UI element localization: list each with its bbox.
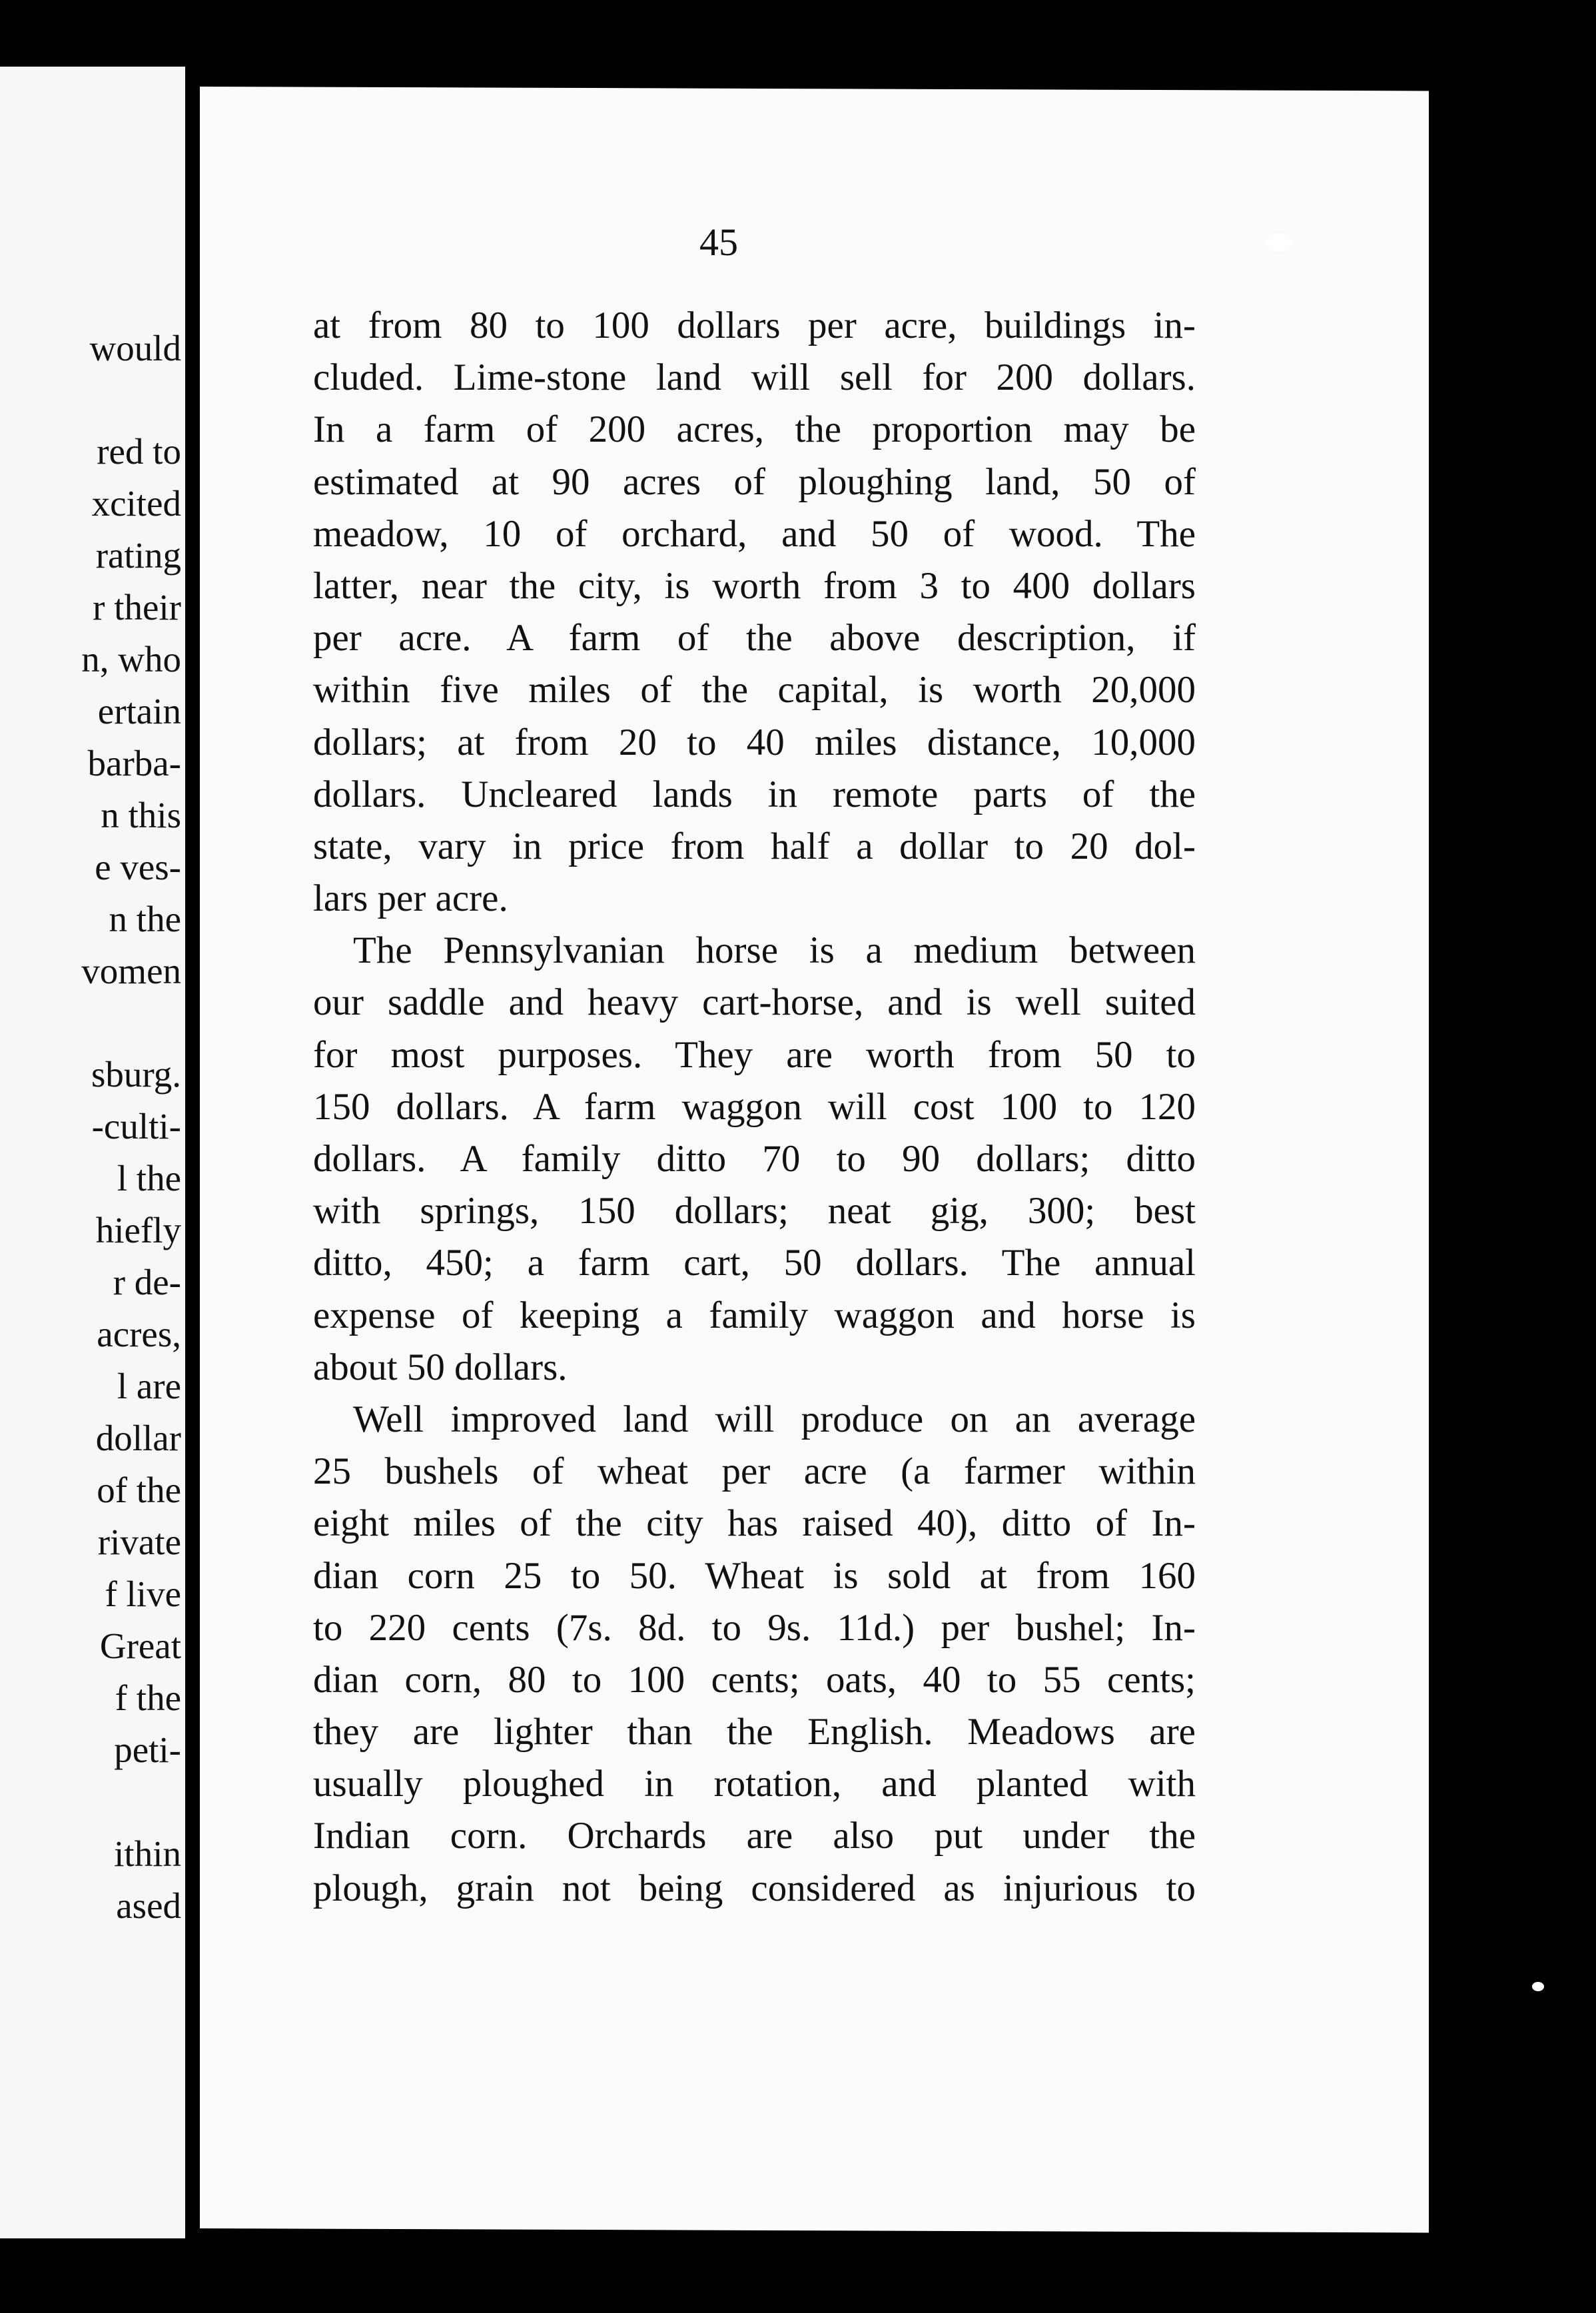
text-line: eight miles of the city has raised 40), ditto of In- [313,1502,1196,1545]
text-line: latter, near the city, is worth from 3 to 400 dollars [313,564,1196,607]
text-line: they are lighter than the English. Meadows are [313,1711,1196,1753]
facing-page-line: peti- [114,1729,181,1770]
scan-speck [1266,233,1292,252]
facing-page-line: n the [109,899,181,939]
facing-page-line: ased [116,1885,181,1926]
text-line: dollars. Uncleared lands in remote parts of the [313,773,1196,815]
facing-page-line: r their [93,587,181,628]
facing-page-line: rivate [97,1522,181,1562]
facing-page-line: r de- [113,1262,181,1302]
text-line: dollars; at from 20 to 40 miles distance, 10,000 [313,721,1196,763]
page-body-text [313,300,1196,1915]
facing-page-line: ithin [114,1833,181,1874]
text-line: at from 80 to 100 dollars per acre, buildings in- [313,304,1196,346]
facing-page-line: n, who [81,639,181,680]
scan-speck [1532,1982,1544,1991]
facing-page-line: rating [95,535,181,576]
paragraph [313,1394,1196,1915]
facing-page-line: f the [115,1677,181,1718]
text-line: lars per acre. [313,877,508,920]
text-line: about 50 dollars. [313,1346,568,1388]
text-line: within five miles of the capital, is worth 20,000 [313,669,1196,711]
text-line: Well improved land will produce on an average [353,1398,1196,1440]
book-gutter [185,67,199,2238]
paragraph [313,300,1196,925]
facing-page-line: sburg. [91,1054,181,1095]
text-line: dian corn 25 to 50. Wheat is sold at from 160 [313,1554,1196,1597]
facing-page-line: n this [101,795,181,835]
facing-page-line: l the [117,1158,181,1198]
facing-page-line: would [89,328,181,368]
facing-page-line: e ves- [95,847,181,887]
facing-page-line: hiefly [95,1210,181,1250]
text-line: Indian corn. Orchards are also put under the [313,1815,1196,1857]
paragraph [313,925,1196,1394]
facing-page-fragment [0,67,185,2238]
text-line: estimated at 90 acres of ploughing land, 50 of [313,460,1196,503]
text-line: our saddle and heavy cart-horse, and is well suited [313,981,1196,1024]
text-line: state, vary in price from half a dollar to 20 dol- [313,825,1196,867]
text-line: dian corn, 80 to 100 cents; oats, 40 to 55 cents; [313,1658,1196,1701]
facing-page-line: red to [97,431,181,472]
facing-page-line: Great [99,1625,181,1666]
text-line: The Pennsylvanian horse is a medium between [353,929,1196,972]
text-line: for most purposes. They are worth from 50 to [313,1033,1196,1076]
facing-page-line: l are [117,1366,181,1406]
text-line: with springs, 150 dollars; neat gig, 300; best [313,1190,1196,1232]
text-line: In a farm of 200 acres, the proportion may be [313,408,1196,451]
facing-page-line: f live [105,1574,181,1614]
facing-page-line: barba- [87,743,181,783]
text-line: 150 dollars. A farm waggon will cost 100 to 120 [313,1085,1196,1128]
facing-page-line: ertain [97,691,181,731]
page-number: 45 [699,221,738,264]
text-line: dollars. A family ditto 70 to 90 dollars; ditto [313,1138,1196,1180]
text-line: cluded. Lime-stone land will sell for 200 dollars. [313,356,1196,399]
facing-page-line: dollar [95,1418,181,1458]
text-line: per acre. A farm of the above description, if [313,617,1196,660]
text-line: 25 bushels of wheat per acre (a farmer within [313,1450,1196,1493]
text-line: plough, grain not being considered as injurious to [313,1867,1196,1909]
text-line: to 220 cents (7s. 8d. to 9s. 11d.) per bushel; In- [313,1606,1196,1649]
facing-page-line: acres, [97,1314,181,1354]
facing-page-line: -culti- [91,1106,181,1147]
text-line: meadow, 10 of orchard, and 50 of wood. The [313,512,1196,555]
facing-page-line: of the [97,1470,181,1510]
text-line: ditto, 450; a farm cart, 50 dollars. The annual [313,1242,1196,1284]
facing-page-line: xcited [91,483,181,524]
text-line: usually ploughed in rotation, and planted with [313,1763,1196,1805]
facing-page-line: vomen [81,951,181,991]
text-line: expense of keeping a family waggon and horse is [313,1294,1196,1336]
